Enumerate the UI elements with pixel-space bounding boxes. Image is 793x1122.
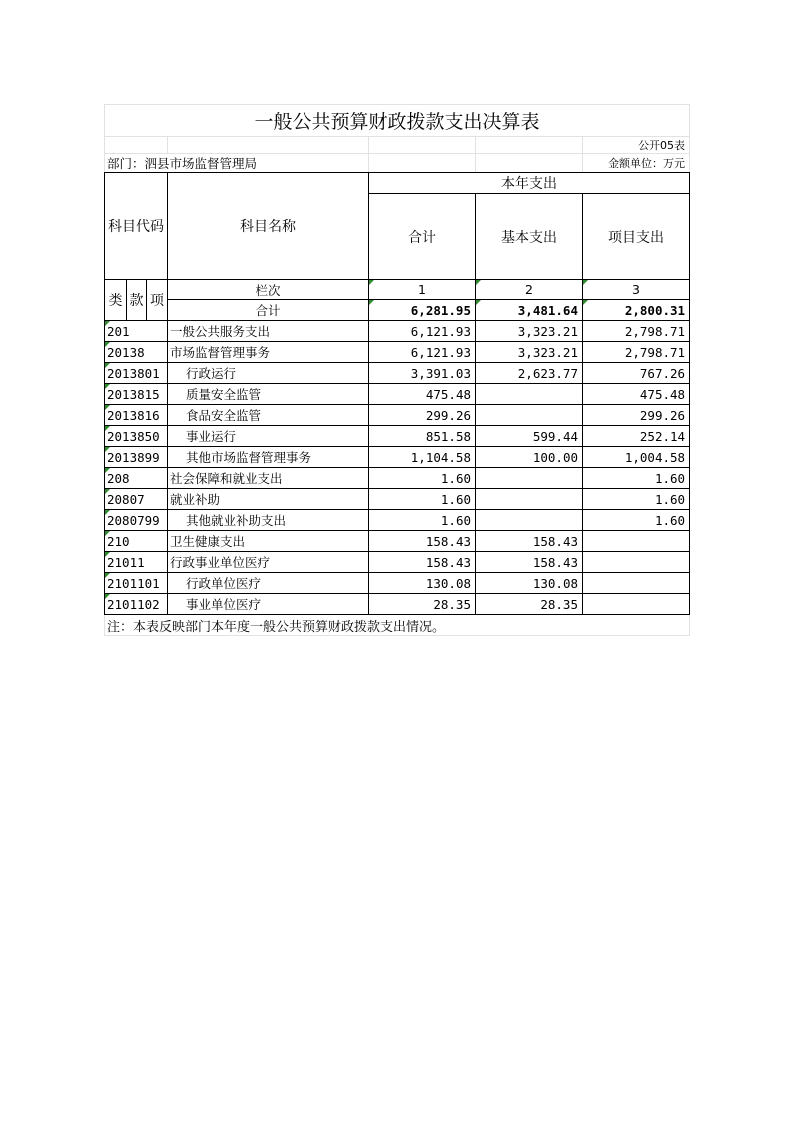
row-name: 事业单位医疗 (168, 594, 369, 615)
row-project: 2,798.71 (583, 321, 690, 342)
row-code: 2101102 (105, 594, 168, 615)
row-project: 1.60 (583, 510, 690, 531)
row-name: 事业运行 (168, 426, 369, 447)
header-kuan: 款 (127, 280, 147, 321)
total-row-total: 6,281.95 (369, 300, 476, 321)
row-basic (476, 489, 583, 510)
row-code: 2013899 (105, 447, 168, 468)
row-project (583, 573, 690, 594)
row-code: 20138 (105, 342, 168, 363)
row-code: 2013816 (105, 405, 168, 426)
row-basic: 100.00 (476, 447, 583, 468)
row-name: 食品安全监管 (168, 405, 369, 426)
row-basic: 158.43 (476, 552, 583, 573)
row-project: 1.60 (583, 468, 690, 489)
table-row (105, 321, 690, 342)
table-row (105, 489, 690, 510)
header-project: 项目支出 (583, 194, 690, 280)
row-total: 1,104.58 (369, 447, 476, 468)
row-code: 2080799 (105, 510, 168, 531)
row-code: 21011 (105, 552, 168, 573)
row-basic (476, 510, 583, 531)
table-title: 一般公共预算财政拨款支出决算表 (105, 105, 690, 137)
row-total: 1.60 (369, 468, 476, 489)
row-basic: 599.44 (476, 426, 583, 447)
form-code: 公开05表 (583, 137, 690, 154)
row-project: 1,004.58 (583, 447, 690, 468)
row-basic (476, 405, 583, 426)
header-subject-name: 科目名称 (168, 173, 369, 280)
row-code: 2101101 (105, 573, 168, 594)
row-name: 其他市场监督管理事务 (168, 447, 369, 468)
column-number-3: 3 (583, 280, 690, 300)
expenditure-table (104, 104, 690, 636)
row-code: 20807 (105, 489, 168, 510)
column-number-1: 1 (369, 280, 476, 300)
header-current-year: 本年支出 (369, 173, 690, 194)
row-total: 130.08 (369, 573, 476, 594)
table-row (105, 426, 690, 447)
row-total: 6,121.93 (369, 321, 476, 342)
row-total: 158.43 (369, 552, 476, 573)
table-note: 注：本表反映部门本年度一般公共预算财政拨款支出情况。 (105, 615, 690, 636)
row-name: 行政运行 (168, 363, 369, 384)
row-code: 208 (105, 468, 168, 489)
table-row (105, 342, 690, 363)
table-row (105, 468, 690, 489)
row-project: 767.26 (583, 363, 690, 384)
header-subject-code: 科目代码 (105, 173, 168, 280)
row-name: 卫生健康支出 (168, 531, 369, 552)
row-total: 1.60 (369, 510, 476, 531)
row-code: 210 (105, 531, 168, 552)
row-total: 28.35 (369, 594, 476, 615)
column-number-2: 2 (476, 280, 583, 300)
table-row (105, 447, 690, 468)
row-name: 社会保障和就业支出 (168, 468, 369, 489)
table-row (105, 552, 690, 573)
row-basic: 2,623.77 (476, 363, 583, 384)
table-row (105, 363, 690, 384)
header-xiang: 项 (147, 280, 168, 321)
row-project: 252.14 (583, 426, 690, 447)
row-total: 851.58 (369, 426, 476, 447)
row-basic: 28.35 (476, 594, 583, 615)
table-row (105, 531, 690, 552)
row-total: 1.60 (369, 489, 476, 510)
row-name: 市场监督管理事务 (168, 342, 369, 363)
unit-label: 金额单位：万元 (583, 154, 690, 173)
row-total: 3,391.03 (369, 363, 476, 384)
table-row (105, 594, 690, 615)
row-basic: 130.08 (476, 573, 583, 594)
row-name: 一般公共服务支出 (168, 321, 369, 342)
row-name: 行政事业单位医疗 (168, 552, 369, 573)
row-name: 质量安全监管 (168, 384, 369, 405)
table-row (105, 384, 690, 405)
row-project (583, 594, 690, 615)
header-column-no: 栏次 (168, 280, 369, 300)
row-basic: 3,323.21 (476, 321, 583, 342)
row-project: 2,798.71 (583, 342, 690, 363)
row-basic (476, 384, 583, 405)
header-basic: 基本支出 (476, 194, 583, 280)
row-basic: 3,323.21 (476, 342, 583, 363)
row-project: 1.60 (583, 489, 690, 510)
row-project (583, 552, 690, 573)
header-lei: 类 (105, 280, 127, 321)
row-code: 201 (105, 321, 168, 342)
row-basic: 158.43 (476, 531, 583, 552)
row-total: 475.48 (369, 384, 476, 405)
table-row (105, 405, 690, 426)
row-code: 2013850 (105, 426, 168, 447)
row-project: 475.48 (583, 384, 690, 405)
table-row (105, 573, 690, 594)
header-total: 合计 (369, 194, 476, 280)
row-project: 299.26 (583, 405, 690, 426)
row-total: 6,121.93 (369, 342, 476, 363)
table-row (105, 510, 690, 531)
row-code: 2013815 (105, 384, 168, 405)
row-name: 其他就业补助支出 (168, 510, 369, 531)
row-total: 299.26 (369, 405, 476, 426)
row-name: 行政单位医疗 (168, 573, 369, 594)
total-row-project: 2,800.31 (583, 300, 690, 321)
department-label: 部门：泗县市场监督管理局 (105, 154, 369, 173)
total-row-label: 合计 (168, 300, 369, 321)
total-row-basic: 3,481.64 (476, 300, 583, 321)
row-basic (476, 468, 583, 489)
row-code: 2013801 (105, 363, 168, 384)
row-name: 就业补助 (168, 489, 369, 510)
row-total: 158.43 (369, 531, 476, 552)
row-project (583, 531, 690, 552)
